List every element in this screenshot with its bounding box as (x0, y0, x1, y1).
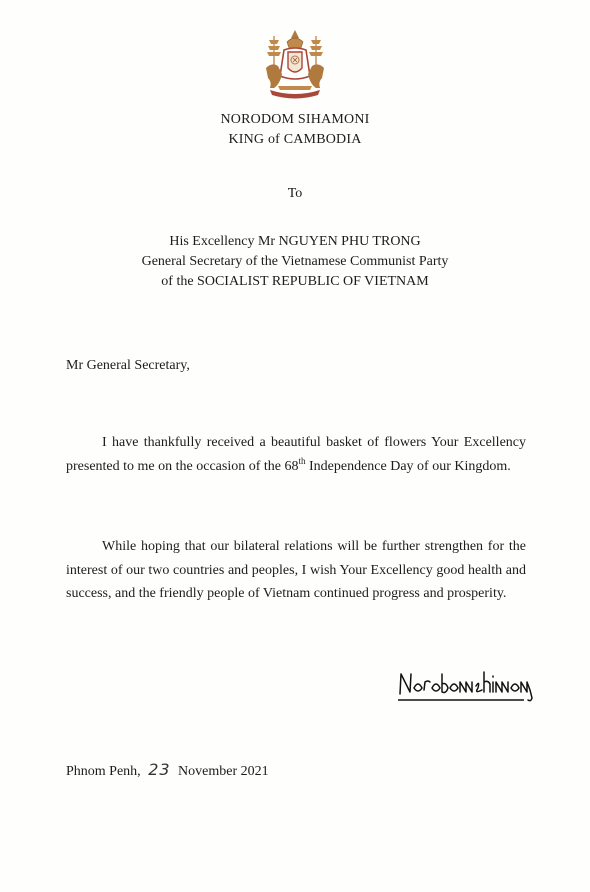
to-label: To (287, 186, 303, 201)
paragraph-1-text-before: I have thankfully received a beautiful basket of flowers Your Excellency presented to me on the occasion of the 68 (66, 435, 526, 474)
recipient-block (0, 232, 590, 292)
body-paragraph-1 (66, 431, 526, 478)
sender-name: NORODOM SIHAMONI (220, 112, 370, 127)
letterhead (0, 110, 590, 150)
ordinal-suffix: th (298, 455, 306, 466)
paragraph-2-text: While hoping that our bilateral relations will be further strengthen for the interest of our two countries and peoples, I wish Your Excellency good health and success, and the friendly people of Vietnam continued progress and prosperity. (66, 539, 526, 601)
handwritten-signature-icon (392, 660, 538, 704)
sender-title: KING of CAMBODIA (228, 132, 362, 147)
place-and-date (66, 760, 269, 780)
recipient-line-1: His Excellency Mr NGUYEN PHU TRONG (169, 234, 421, 249)
body-paragraph-2 (66, 535, 526, 606)
month-year: November 2021 (178, 764, 269, 779)
royal-arms-of-cambodia-icon (258, 28, 332, 102)
paragraph-1-text-after: Independence Day of our Kingdom. (305, 458, 511, 474)
place: Phnom Penh, (66, 764, 141, 779)
recipient-line-3: of the SOCIALIST REPUBLIC OF VIETNAM (161, 274, 429, 289)
salutation: Mr General Secretary, (66, 358, 190, 373)
handwritten-day: 23 (148, 760, 171, 779)
recipient-line-2: General Secretary of the Vietnamese Communist Party (141, 254, 449, 269)
